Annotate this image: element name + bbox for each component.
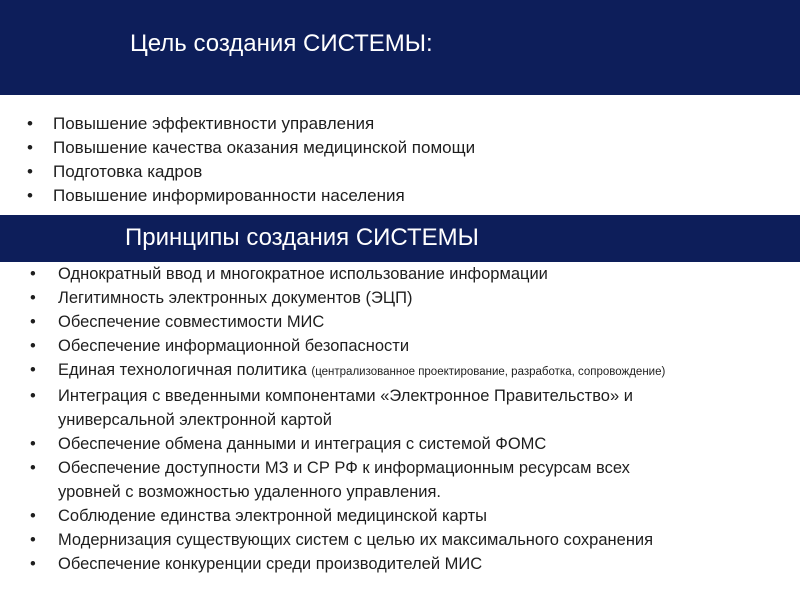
- principle-text: Единая технологичная политика: [58, 361, 312, 379]
- list-item: [30, 286, 665, 310]
- list-item: [30, 432, 665, 456]
- principle-text: Однократный ввод и многократное использование информации: [58, 265, 548, 283]
- goals-header-band: [0, 0, 800, 95]
- list-item: [25, 184, 475, 208]
- goals-list: [25, 112, 475, 208]
- bullet: •: [30, 361, 36, 379]
- bullet: •: [27, 186, 33, 205]
- principle-text: Обеспечение обмена данными и интеграция с системой ФОМС: [58, 435, 547, 453]
- list-item: [30, 310, 665, 334]
- principles-header-band: [0, 215, 800, 262]
- principle-text-continuation: уровней с возможностью удаленного управления.: [58, 483, 441, 501]
- principle-text: Легитимность электронных документов (ЭЦП): [58, 289, 413, 307]
- bullet: •: [30, 555, 36, 573]
- bullet: •: [30, 289, 36, 307]
- principle-text: Обеспечение конкуренции среди производителей МИС: [58, 555, 483, 573]
- list-item: [30, 504, 665, 528]
- goal-text: Подготовка кадров: [53, 162, 203, 181]
- goal-text: Повышение эффективности управления: [53, 114, 375, 133]
- list-item: [25, 112, 475, 136]
- principle-text: Обеспечение совместимости МИС: [58, 313, 325, 331]
- bullet: •: [30, 387, 36, 405]
- list-item: [25, 136, 475, 160]
- principle-text: Модернизация существующих систем с целью их максимального сохранения: [58, 531, 654, 549]
- bullet: •: [30, 507, 36, 525]
- bullet: •: [27, 162, 33, 181]
- list-item: [30, 334, 665, 358]
- bullet: •: [30, 459, 36, 477]
- bullet: •: [27, 114, 33, 133]
- bullet: •: [30, 435, 36, 453]
- list-item: [30, 384, 665, 432]
- list-item: [30, 552, 665, 576]
- list-item: [30, 528, 665, 552]
- bullet: •: [30, 337, 36, 355]
- goals-title: Цель создания СИСТЕМЫ:: [130, 30, 433, 57]
- principle-text: Соблюдение единства электронной медицинской карты: [58, 507, 488, 525]
- list-item: [25, 160, 475, 184]
- bullet: •: [30, 313, 36, 331]
- principle-text: Интеграция с введенными компонентами «Электронное Правительство» и: [58, 387, 633, 405]
- goal-text: Повышение качества оказания медицинской помощи: [53, 138, 476, 157]
- list-item: [30, 456, 665, 504]
- goal-text: Повышение информированности населения: [53, 186, 405, 205]
- list-item: [30, 262, 665, 286]
- list-item: [30, 358, 665, 384]
- bullet: •: [30, 531, 36, 549]
- principle-text-continuation: универсальной электронной картой: [58, 411, 332, 429]
- principle-text: Обеспечение доступности МЗ и СР РФ к информационным ресурсам всех: [58, 459, 630, 477]
- bullet: •: [30, 265, 36, 283]
- principle-note: (централизованное проектирование, разработка, сопровождение): [311, 366, 666, 378]
- principles-list: [30, 262, 665, 576]
- principles-title: Принципы создания СИСТЕМЫ: [125, 224, 479, 251]
- bullet: •: [27, 138, 33, 157]
- principle-text: Обеспечение информационной безопасности: [58, 337, 410, 355]
